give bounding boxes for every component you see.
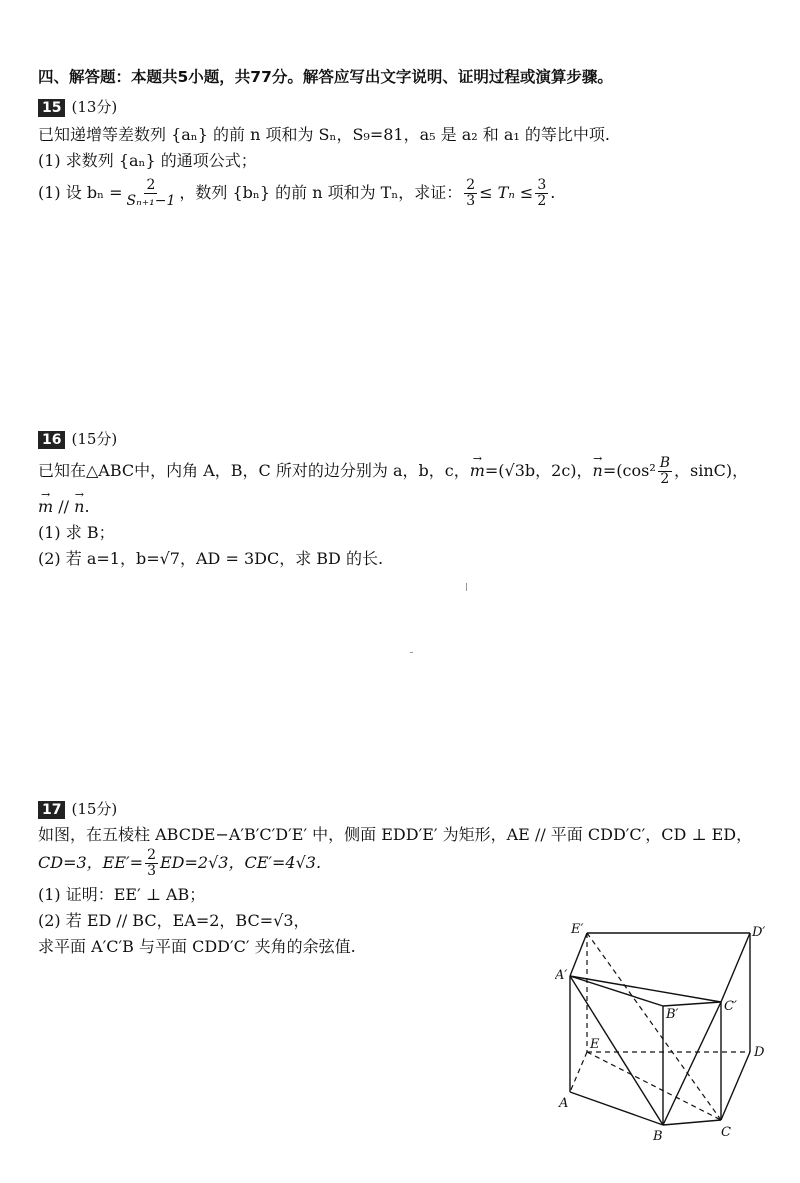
vector-m: → m (470, 460, 485, 482)
problem-score: (15分) (71, 430, 118, 448)
vertex-label: B′ (666, 1007, 679, 1022)
problem-17-header (38, 798, 117, 820)
problem-16-part1: (1) 求 B； (38, 523, 115, 542)
vertex-label: A′ (555, 968, 568, 983)
vertex-label: C (721, 1125, 731, 1140)
problem-16-part2: (2) 若 a=1，b=√7，AD = 3DC，求 BD 的长. (38, 549, 384, 568)
fraction-numerator: 2 (146, 176, 156, 193)
fraction-denominator: 3 (466, 192, 476, 209)
part2-end: . (550, 183, 556, 202)
edge-b-prime-c-prime (663, 1002, 721, 1006)
edge-b-c (663, 1120, 721, 1125)
fraction-numerator: 2 (147, 846, 156, 863)
problem-17-stem: 如图，在五棱柱 ABCDE−A′B′C′D′E′ 中，侧面 EDD′E′ 为矩形，AE // 平面 CDD′C′，CD ⊥ ED， (38, 825, 753, 844)
m-definition: =(√3b，2c)， (484, 461, 593, 480)
vertex-label: D (754, 1045, 765, 1060)
edge-a-prime-c-prime (570, 976, 721, 1002)
hidden-edge-e-a (570, 1052, 587, 1092)
problem-15-part1: (1) 求数列 {aₙ} 的通项公式； (38, 151, 257, 170)
vector-m: → m (38, 496, 53, 518)
vertex-label: C′ (724, 999, 737, 1014)
problem-15-stem: 已知递增等差数列 {aₙ} 的前 n 项和为 Sₙ，S₉=81，a₅ 是 a₂ 和 a₁ 的等比中项. (38, 125, 610, 144)
fraction-denominator: Sₙ₊₁−1 (126, 192, 176, 209)
fraction-numerator: 2 (466, 176, 476, 193)
fraction-denominator: 2 (537, 192, 547, 209)
vertex-label: E (590, 1037, 600, 1052)
problem-16-parallel: → m // → n. (38, 496, 90, 518)
fraction-denominator: 3 (147, 862, 156, 879)
vector-n: → n (593, 460, 603, 482)
fraction-two-thirds (145, 848, 158, 879)
fraction-b-n (125, 178, 178, 209)
scan-speck (410, 652, 413, 653)
problem-number-badge: 16 (38, 431, 65, 449)
problem-number-badge: 17 (38, 801, 65, 819)
vertex-label: D′ (752, 925, 766, 940)
condition-prefix: CD=3，EE′= (38, 853, 144, 872)
condition-suffix: ED=2√3，CE′=4√3. (159, 853, 322, 872)
problem-score: (15分) (71, 800, 118, 818)
section-title: 四、解答题：本题共5小题，共77分。解答应写出文字说明、证明过程或演算步骤。 (38, 68, 613, 86)
problem-score: (13分) (71, 98, 118, 116)
vertex-label: A (559, 1096, 569, 1111)
fraction-lower-bound (464, 178, 477, 209)
edge-a-prime-b-prime (570, 976, 663, 1006)
inequality: ≤ Tₙ ≤ (479, 183, 534, 202)
vertex-label: E′ (571, 922, 584, 937)
edge-e-prime-a-prime (570, 933, 587, 976)
edge-d-prime-c-prime (721, 933, 750, 1002)
fraction-upper-bound (535, 178, 548, 209)
vertex-label: B (653, 1129, 663, 1144)
stem-text: 已知在△ABC中，内角 A，B，C 所对的边分别为 a，b，c， (38, 461, 470, 480)
vector-n: → n (74, 496, 84, 518)
segment-a-prime-b (570, 976, 663, 1125)
problem-16-header (38, 428, 117, 450)
fraction-denominator: 2 (660, 470, 670, 487)
problem-17-part1: (1) 证明：EE′ ⊥ AB； (38, 885, 206, 904)
part2-mid: ，数列 {bₙ} 的前 n 项和为 Tₙ，求证： (179, 183, 463, 202)
fraction-numerator: B (659, 454, 671, 471)
part2-prefix: (1) 设 bₙ = (38, 183, 123, 202)
problem-17-part2-continued: 求平面 A′C′B 与平面 CDD′C′ 夹角的余弦值. (38, 937, 356, 956)
n-definition-prefix: =(cos² (602, 461, 656, 480)
problem-17-part2: (2) 若 ED // BC，EA=2，BC=√3， (38, 911, 310, 930)
edge-a-b (570, 1092, 663, 1125)
problem-16-stem (38, 454, 748, 488)
hidden-edge-e-prime-c (587, 933, 721, 1120)
fraction-numerator: 3 (537, 176, 547, 193)
scan-speck (466, 583, 467, 591)
edge-c-d (721, 1052, 750, 1120)
problem-15-part2 (38, 176, 555, 210)
n-definition-suffix: ，sinC)， (674, 461, 749, 480)
problem-15-header (38, 96, 117, 118)
problem-number-badge: 15 (38, 99, 65, 117)
parallel-symbol: // (58, 497, 75, 516)
problem-17-conditions (38, 846, 321, 880)
pentagonal-prism-figure (555, 920, 770, 1145)
fraction-b-half (658, 456, 672, 487)
